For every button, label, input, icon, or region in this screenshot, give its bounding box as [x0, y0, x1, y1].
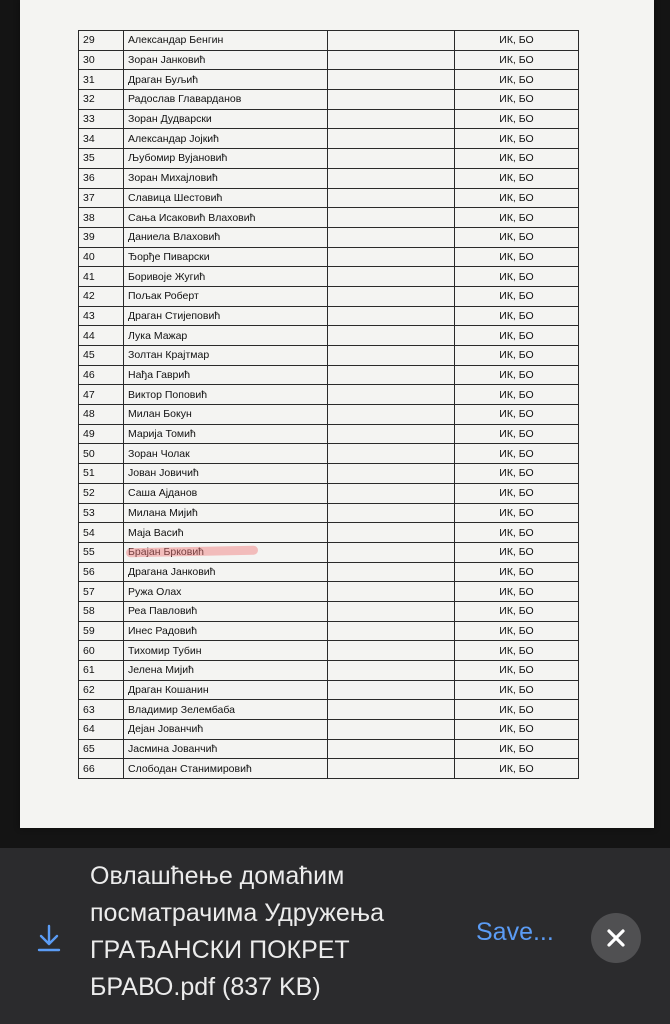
observer-name: Славица Шестовић [124, 188, 328, 208]
role-code: ИК, БО [455, 286, 579, 306]
role-code: ИК, БО [455, 601, 579, 621]
empty-cell [328, 306, 455, 326]
role-code: ИК, БО [455, 109, 579, 129]
row-number: 50 [79, 444, 124, 464]
row-number: 48 [79, 405, 124, 425]
empty-cell [328, 582, 455, 602]
row-number: 64 [79, 720, 124, 740]
empty-cell [328, 562, 455, 582]
empty-cell [328, 464, 455, 484]
role-code: ИК, БО [455, 405, 579, 425]
observer-name: Слободан Станимировић [124, 759, 328, 779]
row-number: 35 [79, 149, 124, 169]
row-number: 44 [79, 326, 124, 346]
observer-name: Зоран Дудварски [124, 109, 328, 129]
row-number: 63 [79, 700, 124, 720]
empty-cell [328, 739, 455, 759]
table-row [79, 621, 579, 641]
row-number: 66 [79, 759, 124, 779]
observer-name: Сања Исаковић Влаховић [124, 208, 328, 228]
empty-cell [328, 346, 455, 366]
empty-cell [328, 90, 455, 110]
role-code: ИК, БО [455, 129, 579, 149]
table-row [79, 267, 579, 287]
role-code: ИК, БО [455, 661, 579, 681]
role-code: ИК, БО [455, 90, 579, 110]
row-number: 45 [79, 346, 124, 366]
table-row [79, 90, 579, 110]
role-code: ИК, БО [455, 503, 579, 523]
row-number: 47 [79, 385, 124, 405]
empty-cell [328, 129, 455, 149]
empty-cell [328, 247, 455, 267]
observer-name: Реа Павловић [124, 601, 328, 621]
row-number: 60 [79, 641, 124, 661]
row-number: 52 [79, 483, 124, 503]
role-code: ИК, БО [455, 523, 579, 543]
empty-cell [328, 227, 455, 247]
table-row [79, 31, 579, 51]
role-code: ИК, БО [455, 247, 579, 267]
row-number: 65 [79, 739, 124, 759]
observer-name: Дејан Јованчић [124, 720, 328, 740]
table-row [79, 641, 579, 661]
observer-name: Ђорђе Пиварски [124, 247, 328, 267]
observer-name: Јелена Мијић [124, 661, 328, 681]
row-number: 46 [79, 365, 124, 385]
observer-name: Јован Јовичић [124, 464, 328, 484]
observer-name: Милан Бокун [124, 405, 328, 425]
empty-cell [328, 50, 455, 70]
row-number: 32 [79, 90, 124, 110]
observer-name: Даниела Влаховић [124, 227, 328, 247]
download-icon [34, 920, 64, 954]
empty-cell [328, 444, 455, 464]
table-row [79, 70, 579, 90]
observer-name: Зоран Јанковић [124, 50, 328, 70]
empty-cell [328, 641, 455, 661]
table-row [79, 149, 579, 169]
table-row [79, 444, 579, 464]
empty-cell [328, 267, 455, 287]
table-row [79, 424, 579, 444]
empty-cell [328, 109, 455, 129]
save-button[interactable]: Save... [476, 918, 554, 946]
row-number: 43 [79, 306, 124, 326]
role-code: ИК, БО [455, 50, 579, 70]
empty-cell [328, 601, 455, 621]
row-number: 51 [79, 464, 124, 484]
role-code: ИК, БО [455, 168, 579, 188]
row-number: 37 [79, 188, 124, 208]
empty-cell [328, 286, 455, 306]
row-number: 58 [79, 601, 124, 621]
empty-cell [328, 70, 455, 90]
observer-name: Золтан Крајтмар [124, 346, 328, 366]
observer-name: Драган Буљић [124, 70, 328, 90]
role-code: ИК, БО [455, 208, 579, 228]
table-row [79, 168, 579, 188]
table-row [79, 601, 579, 621]
observer-table [78, 30, 579, 779]
observer-name: Милана Мијић [124, 503, 328, 523]
close-button[interactable] [591, 913, 641, 963]
observer-name: Драган Кошанин [124, 680, 328, 700]
role-code: ИК, БО [455, 444, 579, 464]
observer-name: Драган Стијеповић [124, 306, 328, 326]
role-code: ИК, БО [455, 562, 579, 582]
row-number: 59 [79, 621, 124, 641]
row-number: 34 [79, 129, 124, 149]
empty-cell [328, 188, 455, 208]
empty-cell [328, 208, 455, 228]
table-row [79, 720, 579, 740]
role-code: ИК, БО [455, 582, 579, 602]
empty-cell [328, 149, 455, 169]
empty-cell [328, 385, 455, 405]
role-code: ИК, БО [455, 464, 579, 484]
role-code: ИК, БО [455, 346, 579, 366]
row-number: 41 [79, 267, 124, 287]
empty-cell [328, 483, 455, 503]
row-number: 49 [79, 424, 124, 444]
table-row [79, 542, 579, 562]
empty-cell [328, 503, 455, 523]
observer-name: Маја Васић [124, 523, 328, 543]
empty-cell [328, 680, 455, 700]
table-row [79, 129, 579, 149]
table-row [79, 385, 579, 405]
row-number: 31 [79, 70, 124, 90]
download-file-name: Овлашћење домаћим посматрачима Удружења ГРАЂАНСКИ ПОКРЕТ БРАВО.pdf (837 KB) [90, 862, 384, 1001]
pdf-page [20, 0, 654, 828]
observer-name: Љубомир Вујановић [124, 149, 328, 169]
table-row [79, 326, 579, 346]
role-code: ИК, БО [455, 326, 579, 346]
role-code: ИК, БО [455, 621, 579, 641]
table-row [79, 680, 579, 700]
role-code: ИК, БО [455, 267, 579, 287]
role-code: ИК, БО [455, 424, 579, 444]
observer-name: Драгана Јанковић [124, 562, 328, 582]
observer-name: Владимир Зелембаба [124, 700, 328, 720]
table-row [79, 208, 579, 228]
row-number: 57 [79, 582, 124, 602]
row-number: 39 [79, 227, 124, 247]
observer-name: Лука Мажар [124, 326, 328, 346]
table-row [79, 739, 579, 759]
role-code: ИК, БО [455, 70, 579, 90]
observer-name: Виктор Поповић [124, 385, 328, 405]
empty-cell [328, 542, 455, 562]
observer-name: Пољак Роберт [124, 286, 328, 306]
observer-name: Саша Ајданов [124, 483, 328, 503]
observer-name: Нађа Гаврић [124, 365, 328, 385]
row-number: 55 [79, 542, 124, 562]
role-code: ИК, БО [455, 700, 579, 720]
role-code: ИК, БО [455, 306, 579, 326]
empty-cell [328, 700, 455, 720]
observer-name: Инес Радовић [124, 621, 328, 641]
role-code: ИК, БО [455, 542, 579, 562]
table-row [79, 405, 579, 425]
observer-name: Тихомир Тубин [124, 641, 328, 661]
row-number: 56 [79, 562, 124, 582]
observer-name: Марија Томић [124, 424, 328, 444]
table-row [79, 483, 579, 503]
row-number: 42 [79, 286, 124, 306]
empty-cell [328, 661, 455, 681]
observer-name: Зоран Михајловић [124, 168, 328, 188]
role-code: ИК, БО [455, 641, 579, 661]
table-row [79, 50, 579, 70]
role-code: ИК, БО [455, 739, 579, 759]
row-number: 30 [79, 50, 124, 70]
observer-name: Ружа Олах [124, 582, 328, 602]
table-row [79, 700, 579, 720]
table-row [79, 306, 579, 326]
table-row [79, 286, 579, 306]
table-row [79, 109, 579, 129]
table-row [79, 365, 579, 385]
table-row [79, 661, 579, 681]
table-row [79, 562, 579, 582]
table-row [79, 759, 579, 779]
observer-name: Александар Јојкић [124, 129, 328, 149]
row-number: 62 [79, 680, 124, 700]
row-number: 53 [79, 503, 124, 523]
empty-cell [328, 405, 455, 425]
role-code: ИК, БО [455, 227, 579, 247]
observer-name: Јасмина Јованчић [124, 739, 328, 759]
role-code: ИК, БО [455, 385, 579, 405]
role-code: ИК, БО [455, 31, 579, 51]
role-code: ИК, БО [455, 680, 579, 700]
empty-cell [328, 621, 455, 641]
table-row [79, 227, 579, 247]
table-row [79, 346, 579, 366]
row-number: 33 [79, 109, 124, 129]
empty-cell [328, 523, 455, 543]
empty-cell [328, 424, 455, 444]
table-row [79, 188, 579, 208]
role-code: ИК, БО [455, 720, 579, 740]
observer-name: Брајан Брковић [124, 542, 328, 562]
table-row [79, 247, 579, 267]
empty-cell [328, 168, 455, 188]
row-number: 40 [79, 247, 124, 267]
table-row [79, 503, 579, 523]
close-icon [605, 927, 627, 949]
role-code: ИК, БО [455, 365, 579, 385]
empty-cell [328, 326, 455, 346]
observer-name: Зоран Чолак [124, 444, 328, 464]
observer-name: Радослав Главарданов [124, 90, 328, 110]
row-number: 61 [79, 661, 124, 681]
row-number: 54 [79, 523, 124, 543]
row-number: 38 [79, 208, 124, 228]
empty-cell [328, 31, 455, 51]
observer-name: Боривоје Жугић [124, 267, 328, 287]
row-number: 29 [79, 31, 124, 51]
table-row [79, 523, 579, 543]
empty-cell [328, 759, 455, 779]
row-number: 36 [79, 168, 124, 188]
table-row [79, 464, 579, 484]
empty-cell [328, 365, 455, 385]
role-code: ИК, БО [455, 188, 579, 208]
observer-name: Александар Бенгин [124, 31, 328, 51]
role-code: ИК, БО [455, 483, 579, 503]
empty-cell [328, 720, 455, 740]
table-row [79, 582, 579, 602]
role-code: ИК, БО [455, 759, 579, 779]
role-code: ИК, БО [455, 149, 579, 169]
